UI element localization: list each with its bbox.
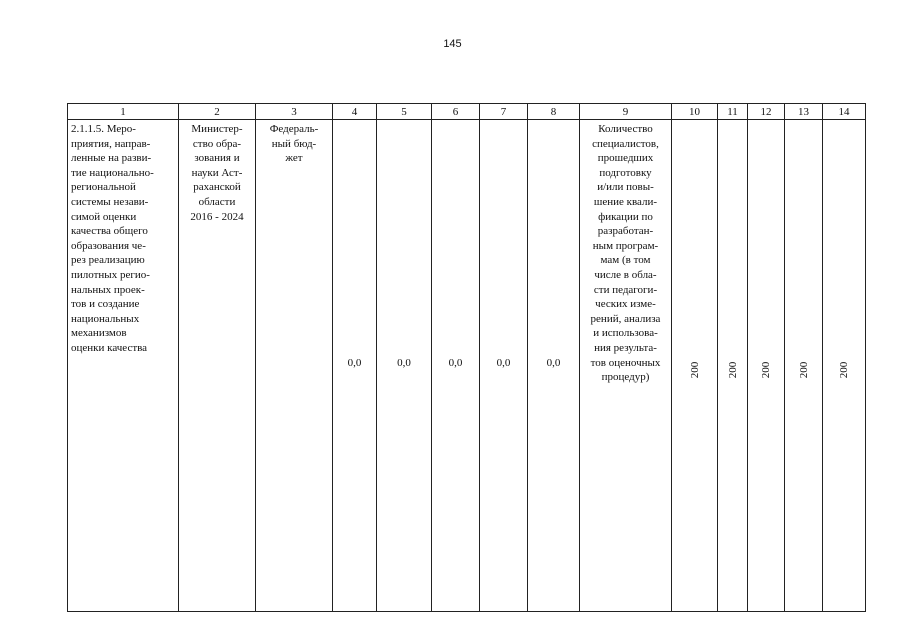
activity-description: 2.1.1.5. Меро- приятия, направ- ленные на разви- тие национально- региональной системы незави- симой оценки качества общего образования че- рез реализацию пилотных регио- нальных проек- тов и создание национальных механизмов оценки качества xyxy=(71,123,154,354)
funding-value: 0,0 xyxy=(448,357,463,369)
header-row xyxy=(68,104,866,120)
header-cell: 1 xyxy=(68,104,179,120)
target-value-cell xyxy=(718,120,748,612)
page-number: 145 xyxy=(443,38,462,50)
target-value-cell xyxy=(785,120,823,612)
header-cell: 6 xyxy=(432,104,480,120)
header-cell: 2 xyxy=(179,104,256,120)
funding-value: 0,0 xyxy=(546,357,561,369)
funding-source-text: Федераль- ный бюд- жет xyxy=(269,123,319,165)
header-cell: 14 xyxy=(823,104,866,120)
header-cell: 3 xyxy=(256,104,333,120)
funding-value-cell xyxy=(377,120,432,612)
target-value: 200 xyxy=(688,361,701,379)
header-cell: 10 xyxy=(672,104,718,120)
header-cell: 8 xyxy=(528,104,580,120)
header-cell: 11 xyxy=(718,104,748,120)
target-value: 200 xyxy=(726,361,739,379)
table-row xyxy=(68,120,866,612)
header-cell: 9 xyxy=(580,104,672,120)
indicator-cell xyxy=(580,120,672,612)
target-value-cell xyxy=(748,120,785,612)
header-cell: 7 xyxy=(480,104,528,120)
header-cell: 4 xyxy=(333,104,377,120)
executor-text: Министер- ство обра- зования и науки Аст- раханской области 2016 - 2024 xyxy=(190,123,244,223)
target-value-cell xyxy=(823,120,866,612)
program-table xyxy=(67,103,866,612)
funding-value: 0,0 xyxy=(347,357,362,369)
funding-value: 0,0 xyxy=(496,357,511,369)
target-value-cell xyxy=(672,120,718,612)
header-cell: 5 xyxy=(377,104,432,120)
header-cell: 13 xyxy=(785,104,823,120)
indicator-text: Количество специалистов, прошедших подготовку и/или повы- шение квали- фикации по разработан- ным програм- мам (в том числе в обла- сти педагоги- ческих изме- рений, анализа и использова- ния результа- тов оценочных процедур) xyxy=(590,123,661,384)
header-cell: 12 xyxy=(748,104,785,120)
funding-value-cell xyxy=(333,120,377,612)
target-value: 200 xyxy=(838,361,850,379)
funding-value: 0,0 xyxy=(397,357,411,369)
funding-value-cell xyxy=(432,120,480,612)
target-value: 200 xyxy=(797,361,810,379)
target-value: 200 xyxy=(760,361,772,379)
activity-cell xyxy=(68,120,179,612)
funding-source-cell xyxy=(256,120,333,612)
funding-value-cell xyxy=(528,120,580,612)
funding-value-cell xyxy=(480,120,528,612)
executor-cell xyxy=(179,120,256,612)
